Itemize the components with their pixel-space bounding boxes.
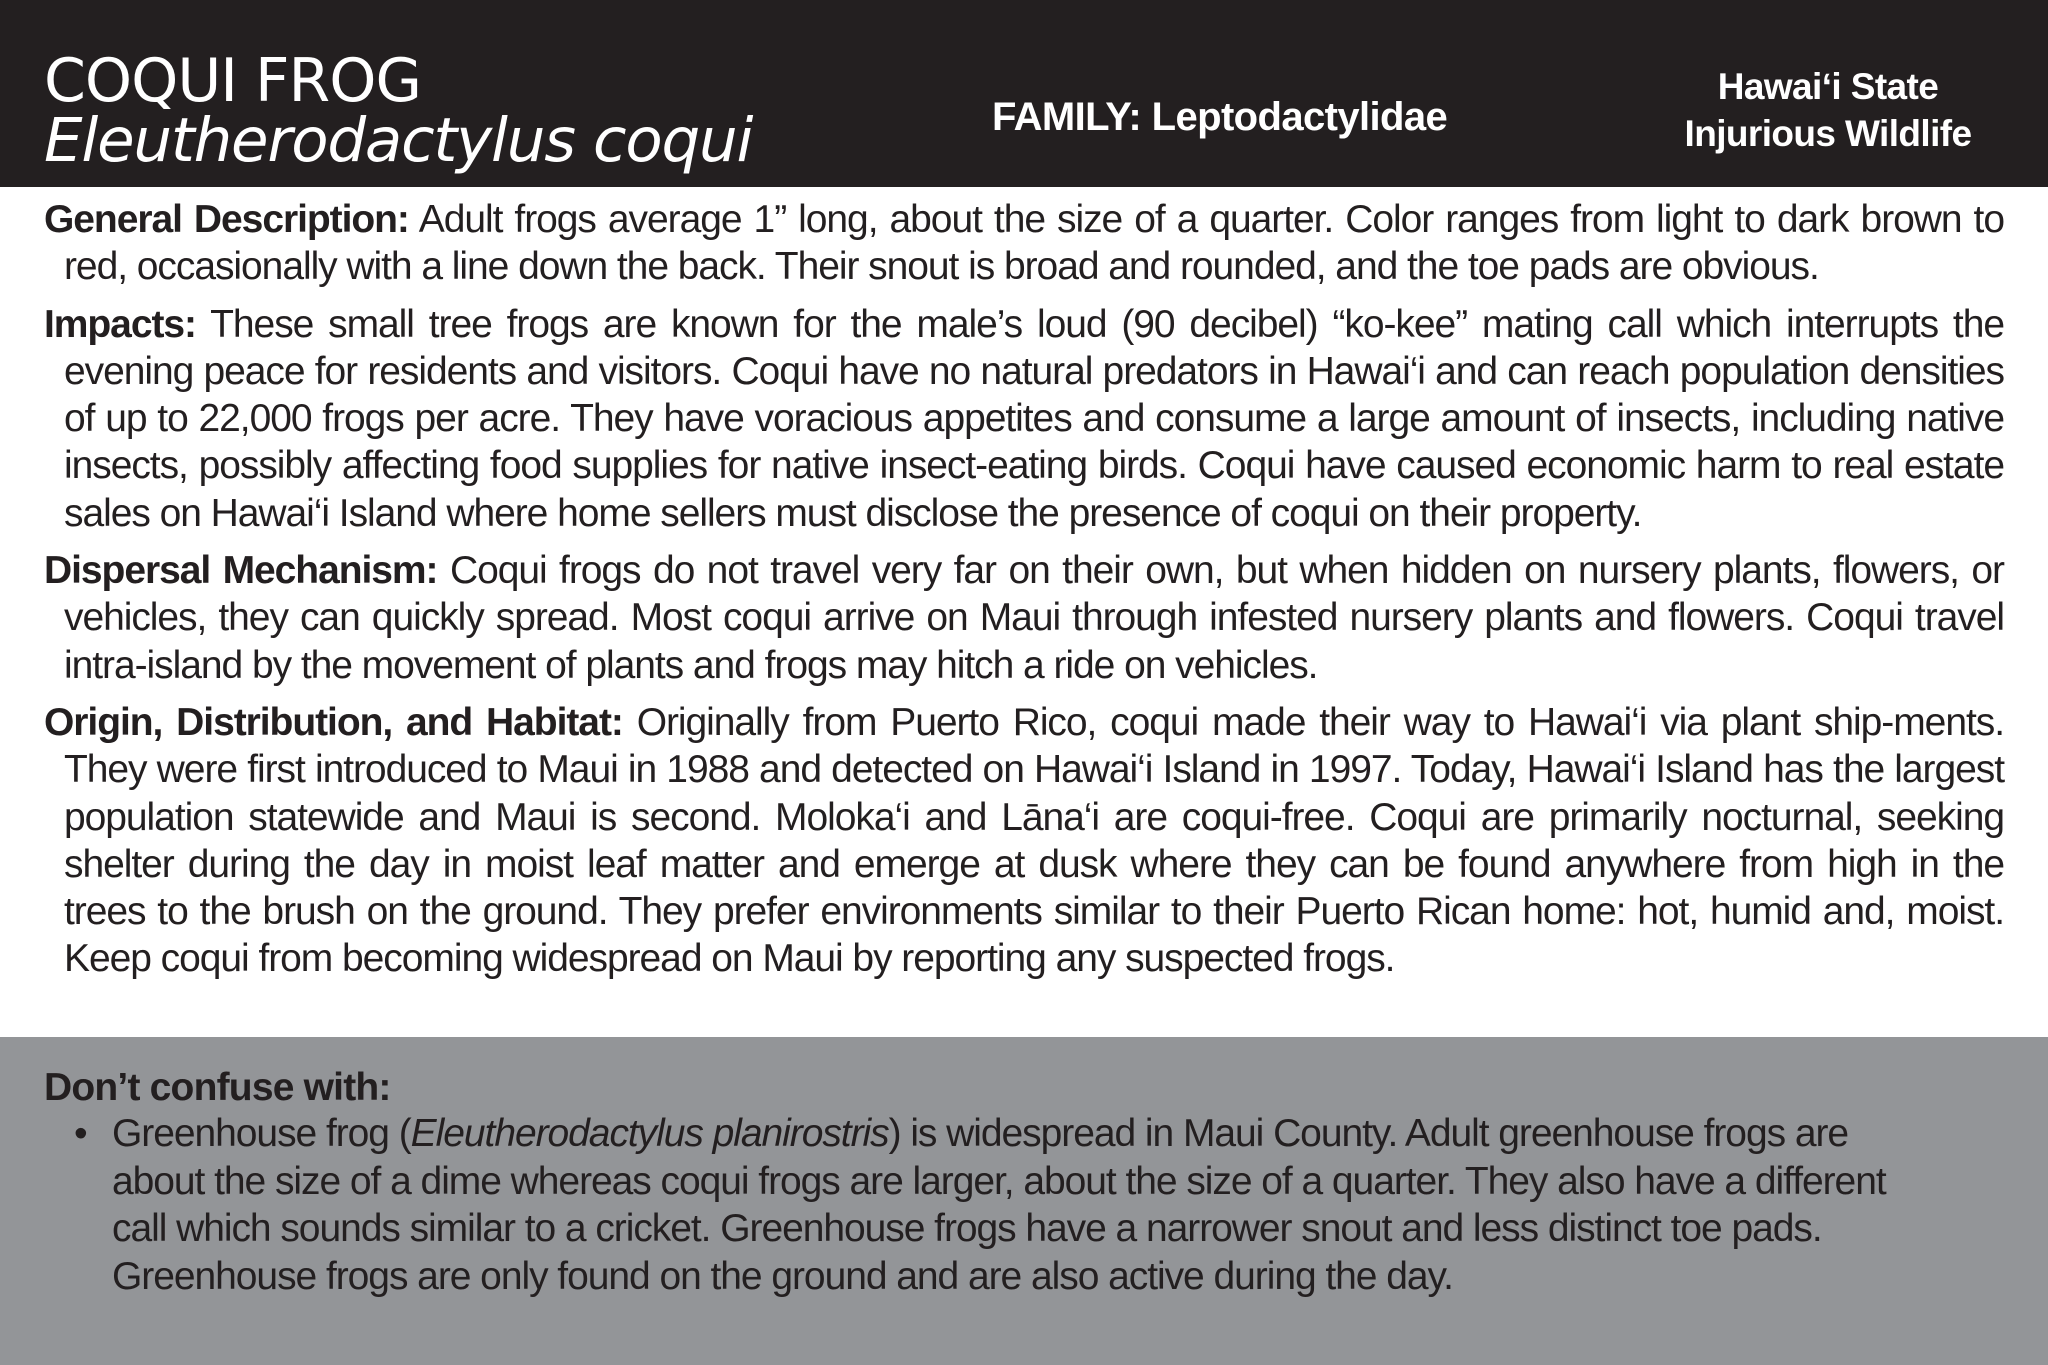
bullet-icon: •	[74, 1112, 87, 1155]
list-item	[74, 1110, 1922, 1300]
section-text: Coqui frogs do not travel very far on their own, but when hidden on nursery plants, flowers, or vehicles, they can quickly spread. Most coqui arrive on Maui through infested nursery plants and flowers. Coqui travel intra-island by the movement of plants and frogs may hitch a ride on vehicles.	[64, 549, 2004, 687]
section-text: Adult frogs average 1” long, about the size of a quarter. Color ranges from light to dark brown to red, occasionally with a line down the back. Their snout is broad and rounded, and the toe pads are obvious.	[64, 198, 2004, 289]
dont-confuse-heading: Don’t confuse with:	[44, 1066, 391, 1109]
status-line-2: Injurious Wildlife	[1684, 113, 1972, 154]
item-text-rest: ) is widespread in Maui County. Adult greenhouse frogs are about the size of a dime whereas coqui frogs are larger, about the size of a quarter. They also have a different call which sounds similar to a cricket. Greenhouse frogs have a narrower snout and less distinct toe pads. Greenhouse frogs are only found on the ground and are also active during the day.	[112, 1112, 1886, 1298]
section-text: Originally from Puerto Rico, coqui made their way to Hawai‘i via plant ship-ments. They were first introduced to Maui in 1988 and detected on Hawai‘i Island in 1997. Today, Hawai‘i Island has the largest population statewide and Maui is second. Moloka‘i and Lāna‘i are coqui-free. Coqui are primarily nocturnal, seeking shelter during the day in moist leaf matter and emerge at dusk where they can be found anywhere from high in the trees to the brush on the ground. They prefer environments similar to their Puerto Rican home: hot, humid and, moist. Keep coqui from becoming widespread on Maui by reporting any suspected frogs.	[64, 700, 2004, 981]
status-line-1: Hawai‘i State	[1717, 66, 1939, 107]
item-scientific-name: Eleutherodactylus planirostris	[410, 1112, 889, 1155]
origin-paragraph	[44, 699, 2004, 983]
section-label: Dispersal Mechanism:	[44, 549, 438, 593]
title-banner	[0, 0, 2048, 187]
family-label: FAMILY: Leptodactylidae	[992, 95, 1448, 139]
general-description-paragraph	[44, 196, 2004, 291]
section-label: General Description:	[44, 198, 409, 241]
description-body	[44, 196, 2004, 993]
status-label	[1648, 63, 2008, 157]
common-name: COQUI FROG	[44, 46, 421, 116]
dispersal-paragraph	[44, 547, 2004, 689]
section-label: Origin, Distribution, and Habitat:	[44, 700, 623, 744]
section-text: These small tree frogs are known for the male’s loud (90 decibel) “ko-kee” mating call which interrupts the evening peace for residents and visitors. Coqui have no natural predators in Hawai‘i and can reach population densities of up to 22,000 frogs per acre. They have voracious appetites and consume a large amount of insects, including native insects, possibly affecting food supplies for native insect-eating birds. Coqui have caused economic harm to real estate sales on Hawai‘i Island where home sellers must disclose the presence of coqui on their property.	[64, 302, 2004, 535]
item-text-prefix: Greenhouse frog (	[112, 1112, 411, 1155]
scientific-name: Eleutherodactylus coqui	[44, 105, 753, 176]
impacts-paragraph	[44, 301, 2004, 537]
section-label: Impacts:	[44, 302, 196, 346]
